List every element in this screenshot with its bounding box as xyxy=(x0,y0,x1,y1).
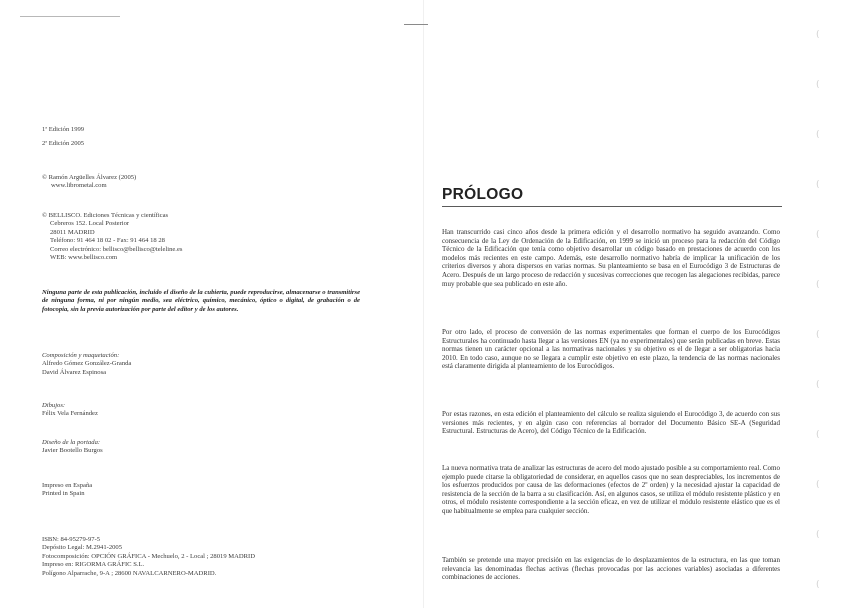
printed-in-block xyxy=(42,482,92,499)
printed-line: Impreso en España xyxy=(42,482,93,489)
prologue-paragraph: También se pretende una mayor precisión en las exigencias de lo desplazamientos de la estructura, en las que toman relevancia las denominadas flechas activas (flechas provocadas por las acciones variables) asociadas a diferentes combinaciones de acciones. xyxy=(442,556,780,582)
editions-block xyxy=(42,126,84,149)
publisher-city: 28011 MADRID xyxy=(50,228,95,236)
edition-line: 2ª Edición 2005 xyxy=(42,140,85,148)
cover-design-credit xyxy=(42,439,103,456)
publisher-email: Correo electrónico: bellisco@bellisco@teleline.es xyxy=(50,245,183,253)
isbn: ISBN: 84-95279-97-5 xyxy=(42,536,101,543)
credit-name: Javier Bootello Burgos xyxy=(42,447,103,455)
title-underline xyxy=(442,206,782,207)
page-edge-marks: ( ( ( ( ( ( ( ( ( ( ( ( xyxy=(816,30,820,590)
prologue-paragraph: Por otro lado, el proceso de conversión de las normas experimentales que forman el cuerpo de los Eurocódigos Estructurales ha continuado hasta llegar a las versiones EN (ya no experimentales) que serán publicadas en breve. Estas normas tienen un carácter opcional a las normativas nacionales y su objetivo es el de llegar a ser obligatorias hacia 2010. En todo caso, aunque no se llegara a cumplir este objetivo en este plazo, la tendencia de las normas nacionales está claramente dirigida al planteamiento de los Eurocódigos. xyxy=(442,328,780,371)
typesetting: Fotocomposición: OPCIÓN GRÁFICA - Mechuelo, 2 - Local ; 28019 MADRID xyxy=(42,552,256,560)
publisher-block xyxy=(42,212,182,262)
prologue-paragraph: Por estas razones, en esta edición el planteamiento del cálculo se realiza siguiendo el Eurocódigo 3, de acuerdo con sus versiones más recientes, y en algún caso con referencias al borrador del Documento Básico SE-A (Seguridad Estructural. Estructuras de Acero), del Código Técnico de la Edificación. xyxy=(442,410,780,436)
publisher-phone: Teléfono: 91 464 18 02 - Fax: 91 464 18 28 xyxy=(50,237,165,245)
chapter-title: PRÓLOGO xyxy=(442,186,524,203)
prologue-paragraph: La nueva normativa trata de analizar las estructuras de acero del modo ajustado posible a su comportamiento real. Como ejemplo puede citarse la obligatoriedad de considerar, en aquellos casos que no sean despreciables, los incrementos de los esfuerzos producidos por causa de las deformaciones (efectos de 2º orden) y la necesidad ajustar la capacidad de resistencia de la sección de la barra a su clasificación. Así, en algunos casos, se utiliza el módulo resistente plástico y en otros, el módulo resistente correspondiente a la sección eficaz, en vez de utilizar el módulo resistente elástico que es el que habitualmente se emplea para cualquier sección. xyxy=(442,464,780,515)
drawings-credit xyxy=(42,402,98,419)
credit-name: David Álvarez Espinosa xyxy=(42,368,107,376)
author-website: www.librometal.com xyxy=(51,182,107,190)
author-copyright-block xyxy=(42,174,136,191)
credit-label: Composición y maquetación: xyxy=(42,352,120,359)
publisher-name: © BELLISCO. Ediciones Técnicas y científicas xyxy=(42,212,169,219)
credit-name: Alfredo Gómez González-Granda xyxy=(42,360,132,368)
right-page xyxy=(424,0,848,608)
prologue-paragraph: Han transcurrido casi cinco años desde la primera edición y el desarrollo normativo ha seguido avanzando. Como consecuencia de la Ley de Ordenación de la Edificación, en 1999 se inició un proceso para la redacción del Código Técnico de la Edificación que tenía como objetivo desarrollar un código basado en prestaciones de acuerdo con los modelos más recientes en este campo. Además, este desarrollo normativo habría de implicar la unificación de los criterios diversos y ahora dispersos en varias normas. Su planteamiento se basa en el Eurocódigo 3 de Estructuras de Acero. Después de un largo proceso de redacción y sucesivas correcciones que recogen las alegaciones recibidas, parece muy probable que sea publicado en este año. xyxy=(442,228,780,288)
composition-credit xyxy=(42,352,131,377)
credit-label: Dibujos: xyxy=(42,402,66,409)
publisher-address: Cebreros 152. Local Posterior xyxy=(50,220,130,228)
top-rule xyxy=(20,16,120,17)
credit-label: Diseño de la portada: xyxy=(42,439,101,446)
imprint-block xyxy=(42,536,255,578)
publisher-web: WEB: www.bellisco.com xyxy=(50,254,118,262)
edition-line: 1ª Edición 1999 xyxy=(42,126,85,133)
credit-name: Félix Vela Fernández xyxy=(42,410,98,418)
printed-line: Printed in Spain xyxy=(42,490,85,498)
author-copyright: © Ramón Argüelles Álvarez (2005) xyxy=(42,174,137,181)
legal-deposit: Depósito Legal: M.2941-2005 xyxy=(42,544,123,552)
printer-address: Polígono Alparrache, 9-A ; 28600 NAVALCARNERO-MADRID. xyxy=(42,569,217,577)
printer: Impreso en: RIGORMA GRÁFIC S.L. xyxy=(42,561,145,569)
legal-notice: Ninguna parte de esta publicación, incluido el diseño de la cubierta, puede reproducirse, almacenarse o transmitirse de ninguna forma, ni por ningún medio, sea eléctrico, químico, mecánico, óptico o digital, de grabación o de fotocopia, sin la previa autorización por parte del editor y de los autores. xyxy=(42,289,360,313)
